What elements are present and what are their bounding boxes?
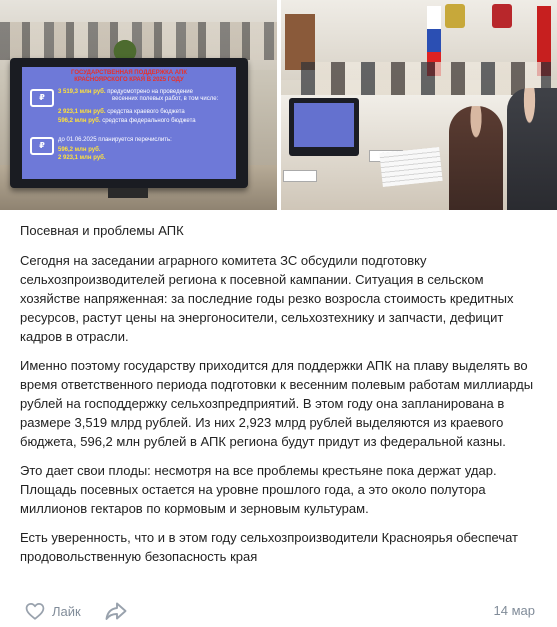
- like-label: Лайк: [52, 603, 81, 619]
- post-paragraph: Сегодня на заседании аграрного комитета ЗС обсудили подготовку сельхозпроизводителей региона к посевной кампании. Ситуация в сельском хозяйстве напряженная: за последние годы резко возросла стоимость кредитных ресурсов, растут цены на энергоносители, сельхозтехнику и запчасти, дефицит кадров в отрасли.: [20, 253, 514, 344]
- photo-right[interactable]: [281, 0, 557, 210]
- post-photos: [0, 0, 557, 210]
- screen-title: ГОСУДАРСТВЕННАЯ ПОДДЕРЖКА АПК КРАСНОЯРСКОГО КРАЯ В 2025 ГОДУ: [71, 70, 187, 83]
- screen-line-1b: весенних полевых работ, в том числе:: [112, 96, 219, 102]
- coat-of-arms-russia: [445, 4, 465, 28]
- screen-line-5: 596,2 млн руб.: [58, 147, 101, 153]
- screen-line-2: 2 923,1 млн руб. средства краевого бюджета: [58, 109, 185, 115]
- money-icon: ₽: [30, 137, 54, 155]
- heart-outline-icon: [24, 600, 46, 622]
- plant-decoration: [112, 38, 138, 60]
- share-button[interactable]: [104, 600, 128, 622]
- post-date[interactable]: 14 мар: [493, 603, 535, 618]
- post-text: [20, 221, 540, 576]
- photo-left[interactable]: [0, 0, 277, 210]
- post-paragraph: Именно поэтому государству приходится для поддержки АПК на плаву выделять во время ответственного периода подготовки к весенним полевым работам миллиарды рублей на господдержку сельхозпредприятий. В этом году она запланирована в размере 3,519 млрд рублей. Из них 2,923 млрд рублей выделяются из краевого бюджета, 596,2 млн рублей в АПК региона будут придут из федеральной казны.: [20, 358, 534, 449]
- coat-of-arms-krasnoyarsk: [492, 4, 512, 28]
- table-monitor: [289, 98, 359, 156]
- post-title: Посевная и проблемы АПК: [20, 223, 184, 238]
- monitor-screen: [22, 67, 236, 179]
- documents: [379, 147, 442, 187]
- speaker-person: [449, 106, 503, 210]
- screen-line-3: 596,2 млн руб. средства федерального бюджета: [58, 118, 196, 124]
- nameplate: [283, 170, 317, 182]
- monitor-stand: [108, 188, 148, 198]
- post-paragraph: Это дает свои плоды: несмотря на все проблемы крестьяне пока держат удар. Площадь посевных остается на уровне прошлого года, а это около полутора миллионов гектаров по кормовым и зерновым культурам.: [20, 463, 497, 516]
- share-arrow-icon: [104, 600, 128, 622]
- ruble-icon: ₽: [30, 89, 54, 107]
- screen-line-1: 3 519,3 млн руб. предусмотрено на проведение: [58, 89, 193, 95]
- seated-person: [507, 88, 557, 210]
- table-monitor-screen: [294, 103, 354, 147]
- presentation-monitor: [10, 58, 248, 188]
- seated-people: [0, 22, 277, 60]
- screen-line-6: 2 923,1 млн руб.: [58, 155, 106, 161]
- like-button[interactable]: [24, 600, 81, 622]
- post-footer: [0, 596, 557, 626]
- screen-line-4: до 01.06.2025 планируется перечислить:: [58, 137, 172, 143]
- post-paragraph: Есть уверенность, что и в этом году сельхозпроизводители Красноярья обеспечат продовольственную безопасность края: [20, 530, 518, 564]
